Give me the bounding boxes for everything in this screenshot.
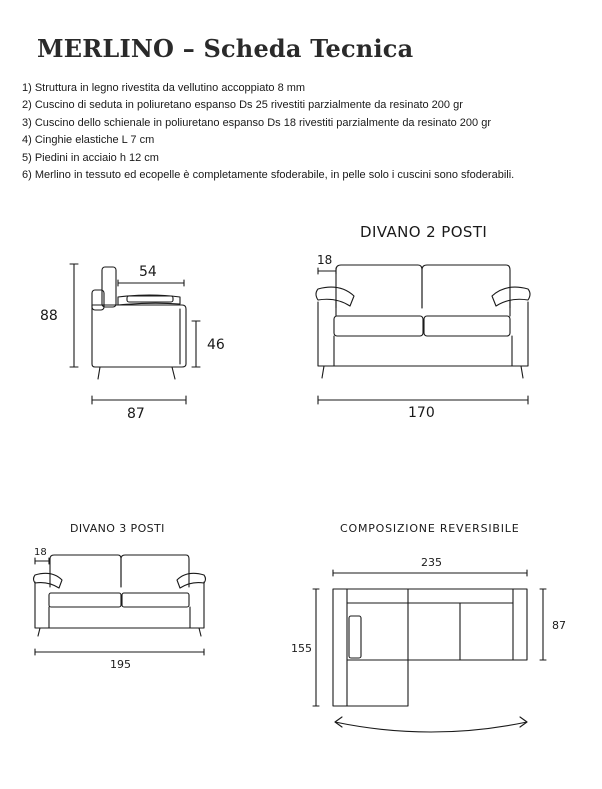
two-seat-sofa-drawing — [316, 265, 530, 404]
spec-item: 3) Cuscino dello schienale in poliuretano espanso Ds 18 rivestiti parzialmente da resinato 200 gr — [22, 116, 491, 129]
side-seat-height-label: 46 — [207, 337, 225, 353]
three-seat-sofa-drawing — [34, 555, 206, 655]
two-seat-heading: DIVANO 2 POSTI — [360, 223, 488, 241]
spec-item: 2) Cuscino di seduta in poliuretano espanso Ds 25 rivestiti parzialmente da resinato 200 gr — [22, 99, 463, 112]
side-seat-depth-label: 54 — [139, 264, 157, 280]
corner-width-label: 235 — [421, 556, 442, 569]
page-title: MERLINO – Scheda Tecnica — [37, 34, 414, 63]
spec-item: 4) Cinghie elastiche L 7 cm — [22, 134, 155, 147]
side-view-drawing — [70, 264, 200, 404]
two-seat-arm-label: 18 — [317, 253, 333, 267]
corner-heading: COMPOSIZIONE REVERSIBILE — [340, 522, 520, 535]
side-height-label: 88 — [40, 308, 58, 324]
spec-item: 6) Merlino in tessuto ed ecopelle è completamente sfoderabile, in pelle solo i cuscini sono sfoderabili. — [22, 168, 515, 181]
corner-chaise-depth-label: 155 — [291, 642, 312, 655]
three-seat-heading: DIVANO 3 POSTI — [70, 522, 165, 535]
three-seat-width-label: 195 — [110, 658, 131, 671]
spec-item: 5) Piedini in acciaio h 12 cm — [22, 151, 159, 164]
corner-depth-label: 87 — [552, 619, 566, 632]
corner-composition-drawing — [313, 570, 546, 732]
three-seat-arm-label: 18 — [34, 547, 47, 558]
spec-item: 1) Struttura in legno rivestita da vellutino accoppiato 8 mm — [22, 82, 306, 94]
side-depth-label: 87 — [127, 406, 145, 422]
two-seat-width-label: 170 — [408, 405, 435, 421]
